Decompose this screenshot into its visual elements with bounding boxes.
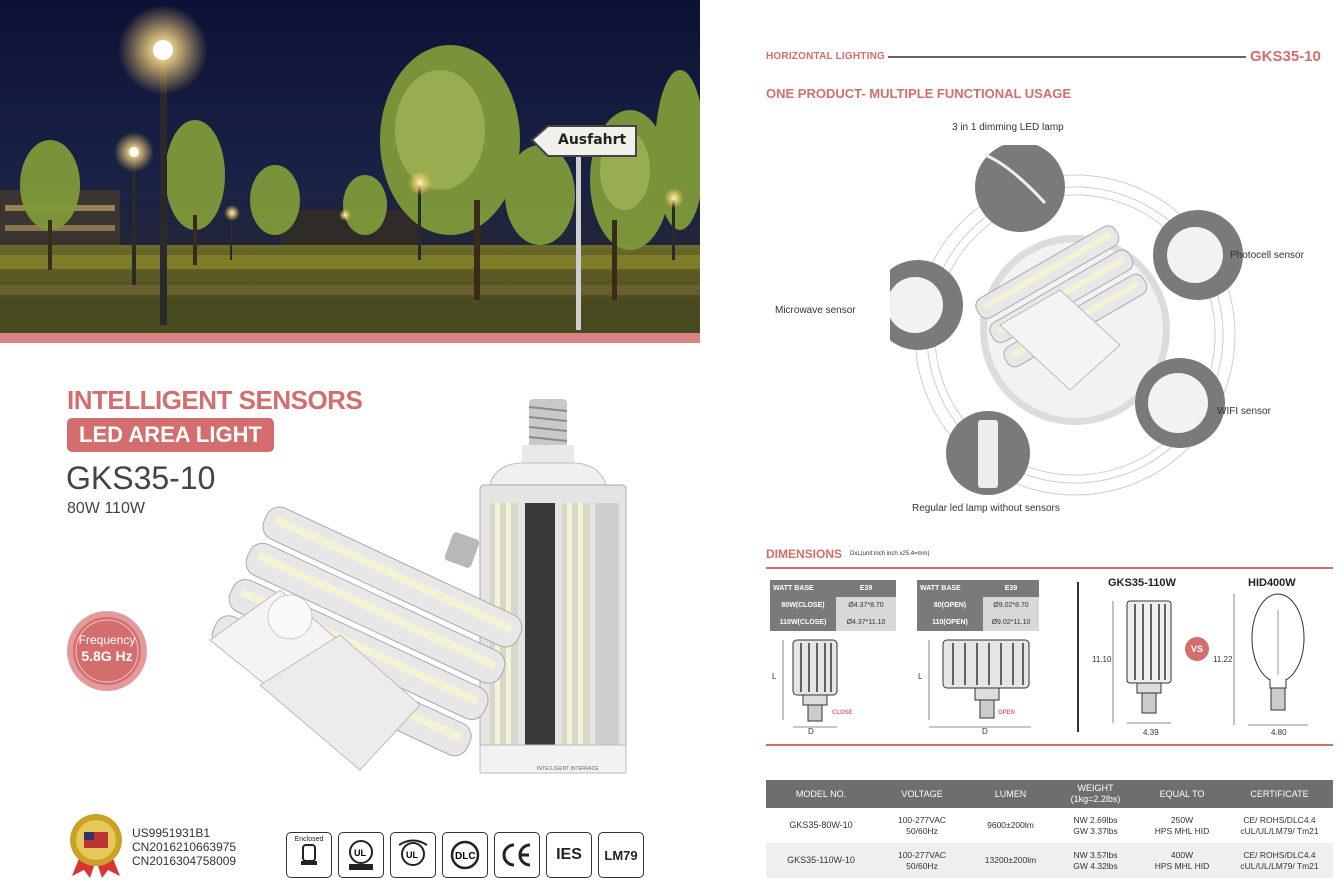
- gks-width-value: 4.39: [1143, 728, 1159, 737]
- photo-bottom-band: [0, 333, 700, 343]
- label-regular-lamp: Regular led lamp without sensors: [912, 503, 1060, 514]
- compare-left-title: GKS35-110W: [1108, 577, 1176, 589]
- open-length-label: L: [918, 672, 923, 681]
- frequency-value: 5.8G Hz: [81, 648, 133, 664]
- sensor-options-diagram: [890, 145, 1250, 510]
- cell-equal-to: 400W HPS MHL HID: [1138, 843, 1226, 878]
- open-row-label: 110(OPEN): [917, 614, 983, 631]
- product-wattages: 80W 110W: [67, 500, 145, 517]
- label-3in1-lamp: 3 in 1 dimming LED lamp: [952, 122, 1064, 133]
- frequency-label: Frequency: [78, 633, 136, 647]
- open-lamp-drawing: [925, 635, 1035, 735]
- versus-badge: VS: [1185, 637, 1209, 661]
- ce-mark-icon: [494, 832, 540, 878]
- open-dimension-table: [917, 580, 1039, 631]
- cell-certificate: CE/ ROHS/DLC4.4 cUL/UL/LM79/ Tm21: [1226, 808, 1333, 843]
- lamp-interface-label: INTELLIGENT INTERFACE: [537, 766, 599, 772]
- close-diameter-label: D: [808, 727, 814, 736]
- open-row-value: Ø9.02*11.10: [983, 614, 1039, 631]
- header-divider: [888, 56, 1246, 58]
- gks35-110w-drawing: [1105, 595, 1185, 730]
- cell-certificate: CE/ ROHS/DLC4.4 cUL/UL/LM79/ Tm21: [1226, 843, 1333, 878]
- close-lamp-drawing: [775, 635, 865, 735]
- close-row-value: Ø4.37*11.10: [836, 614, 896, 631]
- cell-equal-to: 250W HPS MHL HID: [1138, 808, 1226, 843]
- patent-numbers: [132, 826, 236, 868]
- street-lighting-photo: [0, 0, 700, 333]
- cell-voltage: 100-277VAC 50/60Hz: [876, 843, 968, 878]
- label-wifi: WIFI sensor: [1217, 406, 1271, 417]
- header-label: HORIZONTAL LIGHTING: [766, 51, 885, 62]
- close-row-value: Ø4.37*8.70: [836, 597, 896, 614]
- dlc-icon: [442, 832, 488, 878]
- dimensions-title: DIMENSIONS: [766, 547, 843, 561]
- col-equal-to: EQUAL TO: [1138, 780, 1226, 808]
- close-dimension-table: [770, 580, 896, 631]
- compare-right-title: HID400W: [1248, 577, 1296, 589]
- close-label: CLOSE: [832, 710, 853, 716]
- exit-sign-text: Ausfahrt: [558, 132, 627, 148]
- us-patent-medal-icon: [66, 812, 126, 878]
- col-lumen: LUMEN: [968, 780, 1053, 808]
- header-model-code: GKS35-10: [1250, 48, 1321, 65]
- open-row-label: 80(OPEN): [917, 597, 983, 614]
- col-weight: WEIGHT (1kg=2.2lbs): [1053, 780, 1138, 808]
- close-row-label: 110W(CLOSE): [770, 614, 836, 631]
- svg-text:DLC: DLC: [455, 851, 476, 862]
- enclosed-rated-icon: Enclosed: [286, 832, 332, 878]
- dimensions-bottom-rule: [766, 744, 1333, 746]
- ies-icon: IES: [546, 832, 592, 878]
- svg-text:UL: UL: [406, 850, 418, 860]
- gks-height-value: 11.10: [1092, 655, 1112, 664]
- close-length-label: L: [772, 672, 777, 681]
- lm79-icon: LM79: [598, 832, 644, 878]
- cell-lumen: 13200±200lm: [968, 843, 1053, 878]
- cul-us-classified-icon: [390, 832, 436, 878]
- base-value: E39: [836, 580, 896, 597]
- watt-header: WATT: [920, 585, 940, 592]
- dimensions-separator: [1077, 582, 1079, 732]
- table-row: [766, 843, 1333, 878]
- open-diameter-label: D: [982, 727, 988, 736]
- close-row-label: 80W(CLOSE): [770, 597, 836, 614]
- col-voltage: VOLTAGE: [876, 780, 968, 808]
- label-photocell: Photocell sensor: [1230, 250, 1304, 261]
- dimensions-unit-note: DxL(unit:inch inch x25.4=mm): [850, 551, 930, 557]
- cell-voltage: 100-277VAC 50/60Hz: [876, 808, 968, 843]
- right-page: [700, 0, 1339, 885]
- cell-weight: NW 2.69lbs GW 3.37lbs: [1053, 808, 1138, 843]
- base-header: BASE: [794, 585, 814, 592]
- patent-number: US9951931B1: [132, 826, 211, 840]
- product-heading: INTELLIGENT SENSORS: [67, 385, 363, 415]
- dimensions-top-rule: [766, 567, 1333, 569]
- label-microwave: Microwave sensor: [775, 305, 856, 316]
- product-category-pill: LED AREA LIGHT: [67, 418, 274, 452]
- cell-model: GKS35-80W-10: [766, 808, 876, 843]
- base-value: E39: [983, 580, 1039, 597]
- cell-lumen: 9600±200lm: [968, 808, 1053, 843]
- col-certificate: CERTIFICATE: [1226, 780, 1333, 808]
- cul-us-listed-icon: [338, 832, 384, 878]
- base-header: BASE: [941, 585, 961, 592]
- open-row-value: Ø9.02*8.70: [983, 597, 1039, 614]
- hid400w-bulb-drawing: [1228, 590, 1318, 730]
- open-label: OPEN: [998, 710, 1016, 716]
- patent-number: CN2016210663975: [132, 840, 237, 854]
- watt-header: WATT: [773, 585, 793, 592]
- cell-weight: NW 3.57lbs GW 4.32lbs: [1053, 843, 1138, 878]
- hid-width-value: 4.80: [1271, 728, 1287, 737]
- hid-height-value: 11.22: [1213, 655, 1233, 664]
- col-model: MODEL NO.: [766, 780, 876, 808]
- table-row: [766, 808, 1333, 843]
- cell-model: GKS35-110W-10: [766, 843, 876, 878]
- patent-number: CN2016304758009: [132, 854, 237, 868]
- svg-text:UL: UL: [354, 848, 366, 858]
- section-title: ONE PRODUCT- MULTIPLE FUNCTIONAL USAGE: [766, 86, 1072, 101]
- spec-table: [766, 780, 1333, 878]
- product-model: GKS35-10: [66, 460, 216, 496]
- certification-logos: [286, 832, 644, 878]
- led-corn-lamp-product-image: [190, 385, 640, 785]
